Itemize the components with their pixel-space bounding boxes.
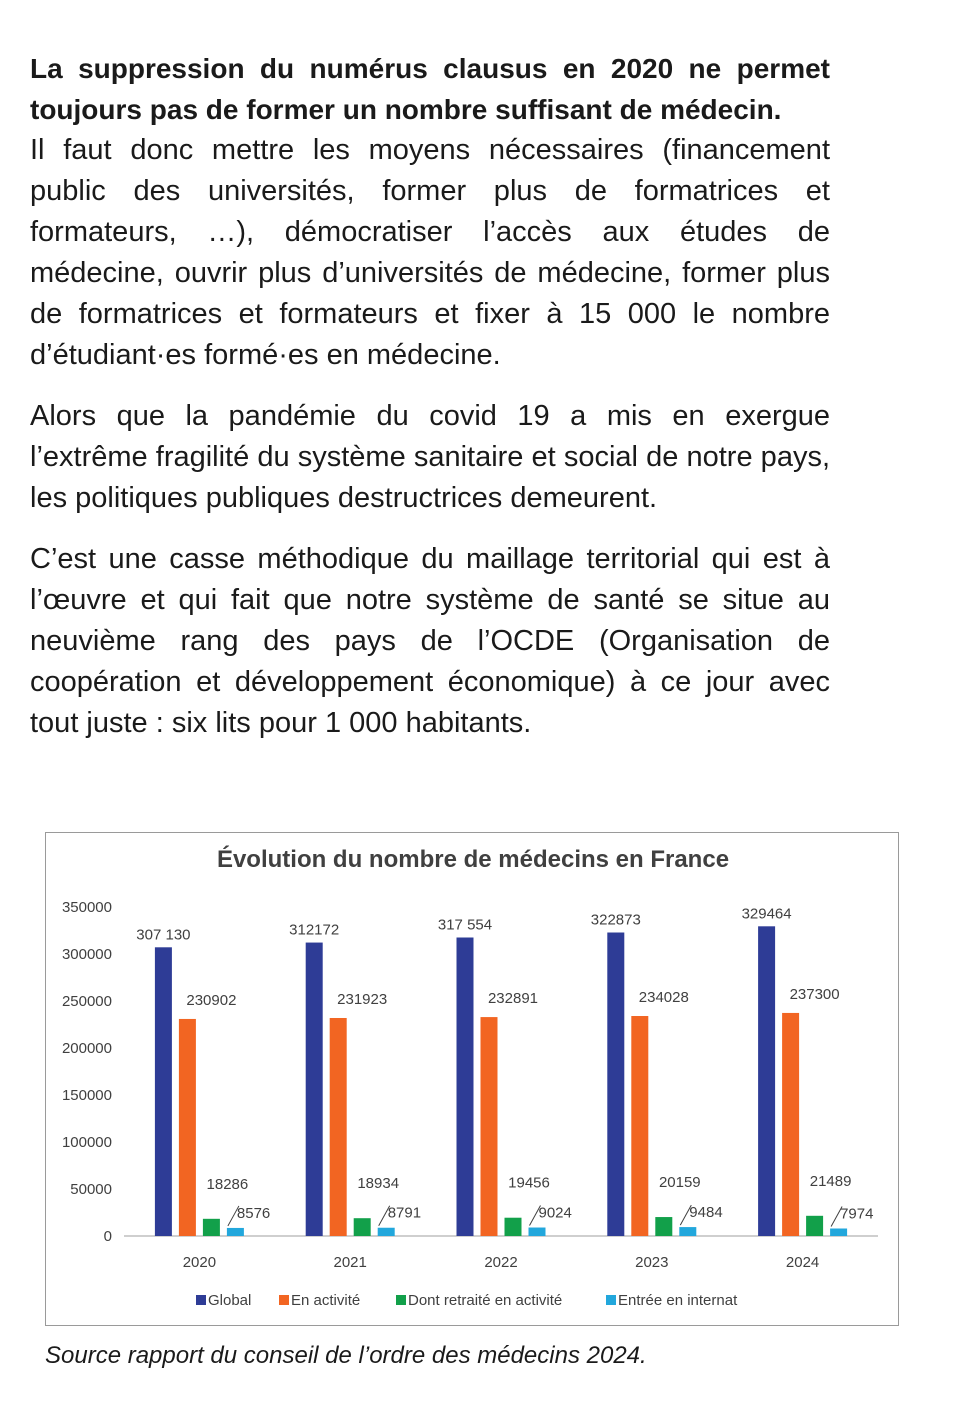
chart-title: Évolution du nombre de médecins en France <box>216 846 730 873</box>
legend-swatch <box>196 1295 206 1305</box>
data-label: 18934 <box>357 1175 400 1193</box>
bar <box>607 932 624 1236</box>
legend-label: En activité <box>291 1292 361 1309</box>
bar <box>782 1013 799 1236</box>
bar <box>529 1228 546 1236</box>
data-label: 7974 <box>840 1205 874 1223</box>
x-tick-label: 2021 <box>333 1254 367 1271</box>
legend-label: Global <box>208 1292 252 1309</box>
data-label: 21489 <box>809 1172 852 1190</box>
bar <box>227 1228 244 1236</box>
legend-swatch <box>396 1295 406 1305</box>
bar <box>354 1218 371 1236</box>
bar <box>679 1227 696 1236</box>
legend-label: Entrée en internat <box>618 1292 738 1309</box>
legend-swatch <box>606 1295 616 1305</box>
legend-label: Dont retraité en activité <box>408 1292 563 1309</box>
bar <box>631 1016 648 1236</box>
bar <box>655 1217 672 1236</box>
data-label: 8791 <box>387 1204 422 1222</box>
data-label: 232891 <box>487 990 539 1008</box>
x-tick-label: 2020 <box>182 1254 217 1271</box>
y-tick-label: 50000 <box>70 1181 112 1198</box>
y-tick-label: 100000 <box>61 1134 112 1151</box>
bar <box>330 1018 347 1236</box>
chart-svg <box>46 833 900 1327</box>
bar <box>806 1216 823 1236</box>
source-caption: Source rapport du conseil de l’ordre des médecins 2024. <box>45 1342 647 1369</box>
y-tick-label: 250000 <box>61 993 112 1010</box>
bar <box>481 1017 498 1236</box>
data-label: 9484 <box>689 1204 723 1222</box>
paragraph-1-lead: La suppression du numérus clausus en 2020 ne permet toujours pas de former un nombre suffisant de médecin. <box>30 53 830 125</box>
data-label: 231923 <box>337 990 388 1008</box>
bar <box>306 943 323 1236</box>
bar <box>830 1229 847 1236</box>
x-tick-label: 2022 <box>484 1254 518 1271</box>
paragraph-1-body: Il faut donc mettre les moyens nécessaires (financement public des universités, former plus de formatrices et formateurs, …), démocratiser l’accès aux études de médecine, ouvrir plus d’universités de médecine, former plus de formatrices et formateurs et fixer à 15 000 le nombre d’étudiant·es formé·es en médecine. <box>30 134 830 371</box>
data-label: 312172 <box>289 921 340 939</box>
data-label: 237300 <box>789 985 840 1003</box>
data-label: 329464 <box>741 905 792 923</box>
bar <box>378 1228 395 1236</box>
data-label: 18286 <box>206 1175 249 1193</box>
y-tick-label: 0 <box>103 1228 112 1245</box>
bar <box>758 926 775 1236</box>
legend-swatch <box>279 1295 289 1305</box>
data-label: 322873 <box>590 911 641 929</box>
bar <box>505 1218 522 1236</box>
data-label: 9024 <box>538 1204 572 1222</box>
bar <box>457 937 474 1236</box>
data-label: 317 554 <box>437 916 493 934</box>
y-tick-label: 300000 <box>61 946 112 963</box>
data-label: 20159 <box>658 1174 701 1192</box>
data-label: 19456 <box>508 1174 550 1192</box>
data-label: 230902 <box>186 991 237 1009</box>
data-label: 307 130 <box>136 926 191 944</box>
data-label: 8576 <box>236 1204 271 1222</box>
x-tick-label: 2023 <box>635 1254 669 1271</box>
data-label: 234028 <box>638 989 689 1007</box>
x-tick-label: 2024 <box>785 1254 820 1271</box>
article-text <box>30 48 830 764</box>
bar <box>203 1219 220 1236</box>
bar <box>179 1019 196 1236</box>
y-tick-label: 150000 <box>61 1087 112 1104</box>
y-tick-label: 200000 <box>61 1040 112 1057</box>
bar <box>155 947 172 1236</box>
bar-chart <box>45 832 899 1326</box>
paragraph-2: Alors que la pandémie du covid 19 a mis en exergue l’extrême fragilité du système sanitaire et social de notre pays, les politiques publiques destructrices demeurent. <box>30 400 830 514</box>
y-tick-label: 350000 <box>61 899 112 916</box>
paragraph-1 <box>30 48 830 376</box>
paragraph-3: C’est une casse méthodique du maillage territorial qui est à l’œuvre et qui fait que notre système de santé se situe au neuvième rang des pays de l’OCDE (Organisation de coopération et développement économique) à ce jour avec tout juste : six lits pour 1 000 habitants. <box>30 543 830 739</box>
